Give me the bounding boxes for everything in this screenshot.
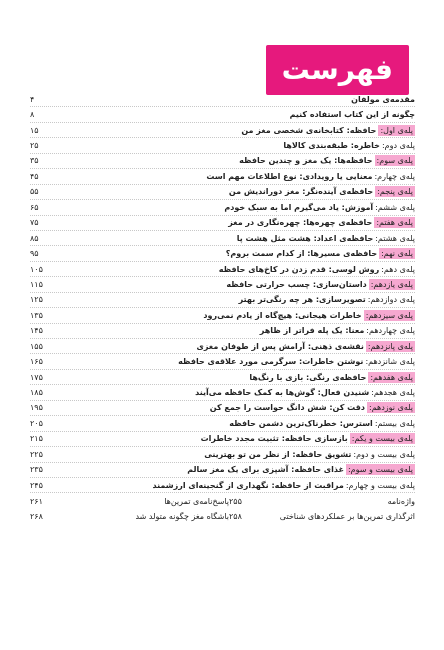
toc-row[interactable] bbox=[30, 509, 415, 524]
toc-entry bbox=[66, 264, 415, 275]
toc-entry bbox=[66, 155, 415, 166]
chapter-title: غذای حافظه: آشپزی برای یک مغز سالم bbox=[187, 465, 344, 475]
toc-entry bbox=[66, 372, 415, 383]
chapter-title: واژه‌نامه bbox=[387, 496, 415, 506]
toc-entry bbox=[66, 294, 415, 305]
page-number: ۸ bbox=[30, 110, 35, 120]
chapter-title: حافظه‌ی اعداد: هشت مثل هشت پا bbox=[236, 233, 374, 243]
toc-entry bbox=[66, 464, 415, 475]
page-number: ۲۶۸ bbox=[30, 512, 43, 522]
chapter-title: پاسخ‌نامه‌ی تمرین‌ها bbox=[164, 496, 229, 506]
toc-row[interactable] bbox=[30, 324, 415, 339]
toc-row[interactable] bbox=[30, 385, 415, 400]
toc-row[interactable] bbox=[30, 478, 415, 493]
toc-entry bbox=[66, 233, 415, 244]
toc-entry bbox=[66, 310, 415, 321]
chapter-title: خاطره: طبقه‌بندی کالاها bbox=[283, 141, 380, 151]
chapter-title: حافظه‌ی چهره‌ها: چهره‌نگاری در مغز bbox=[228, 218, 373, 228]
toc-row[interactable] bbox=[30, 401, 415, 416]
chapter-title: حافظه‌ها: یک مغز و چندین حافظه bbox=[239, 156, 373, 166]
chapter-tag: پله‌ی سیزدهم: bbox=[365, 310, 413, 320]
chapter-title: باشگاه مغز چگونه متولد شد bbox=[135, 512, 229, 522]
toc-row[interactable] bbox=[30, 277, 415, 292]
chapter-title: شنیدن فعال: گوش‌ها به کمک حافظه می‌آیند bbox=[195, 388, 370, 398]
toc-entry bbox=[66, 186, 415, 197]
toc-row[interactable] bbox=[30, 231, 415, 246]
page-number: ۱۳۵ bbox=[30, 310, 43, 320]
page-number: ۷۵ bbox=[30, 218, 39, 228]
chapter-title: معنایی یا رویدادی: نوع اطلاعات مهم است bbox=[206, 171, 373, 181]
chapter-title: معنا: یک پله فراتر از ظاهر bbox=[259, 326, 365, 336]
chapter-title: بازسازی حافظه: تثبیت مجدد خاطرات bbox=[200, 434, 348, 444]
chapter-title: آموزش: یاد می‌گیرم اما به سبک خودم bbox=[224, 202, 374, 212]
toc-entry bbox=[66, 402, 415, 413]
chapter-title: حافظه‌ی مسیرها: از کدام سمت بروم؟ bbox=[225, 249, 378, 259]
chapter-title: مقدمه‌ی مولفان bbox=[351, 94, 415, 104]
toc-row[interactable] bbox=[30, 293, 415, 308]
toc-entry bbox=[66, 341, 415, 352]
toc-entry bbox=[66, 480, 415, 491]
page-number: ۱۴۵ bbox=[30, 326, 43, 336]
toc-entry bbox=[66, 140, 415, 151]
page-number: ۵۵ bbox=[30, 187, 39, 197]
chapter-tag: پله‌ی سوم: bbox=[376, 156, 413, 166]
chapter-title: چگونه از این کتاب استفاده کنیم bbox=[289, 110, 415, 120]
toc-entry bbox=[66, 356, 415, 367]
chapter-tag: پله‌ی هفدهم: bbox=[370, 372, 413, 382]
page-number: ۲۶۱ bbox=[30, 496, 43, 506]
toc-entry bbox=[66, 95, 415, 104]
chapter-tag: پله‌ی پنجم: bbox=[377, 187, 413, 197]
chapter-title: حافظه‌ی رنگی: بازی با رنگ‌ها bbox=[249, 372, 367, 382]
page-number: ۱۶۵ bbox=[30, 357, 43, 367]
chapter-tag: پله‌ی بیست و یکم: bbox=[351, 434, 413, 444]
toc-entry bbox=[66, 110, 415, 119]
toc-row[interactable] bbox=[30, 463, 415, 478]
toc-row[interactable] bbox=[30, 246, 415, 261]
page-number: ۱۹۵ bbox=[30, 403, 43, 413]
chapter-title: روش لوسی: قدم زدن در کاخ‌های حافظه bbox=[218, 264, 380, 274]
page-number: ۸۵ bbox=[30, 233, 39, 243]
page-number: ۱۱۵ bbox=[30, 279, 43, 289]
toc-entry bbox=[66, 171, 415, 182]
chapter-tag: پله‌ی اول: bbox=[380, 125, 413, 135]
toc-row[interactable] bbox=[30, 354, 415, 369]
chapter-tag: پله‌ی دوازدهم: bbox=[367, 295, 415, 305]
chapter-title: داستان‌سازی: چسب حرارتی حافظه bbox=[226, 279, 367, 289]
chapter-tag: پله‌ی نهم: bbox=[381, 249, 413, 259]
toc-entry bbox=[66, 325, 415, 336]
chapter-tag: پله‌ی بیستم: bbox=[374, 418, 415, 428]
toc-entry bbox=[66, 433, 415, 444]
toc-row[interactable] bbox=[30, 185, 415, 200]
page-number: ۹۵ bbox=[30, 249, 39, 259]
page-number: ۲۰۵ bbox=[30, 418, 43, 428]
chapter-tag: پله‌ی نوزدهم: bbox=[369, 403, 413, 413]
chapter-tag: پله‌ی بیست و دوم: bbox=[353, 449, 415, 459]
chapter-title: خاطرات هیجانی: هیچ‌گاه از یادم نمی‌رود bbox=[203, 310, 362, 320]
page-number: ۲۵۵ bbox=[229, 496, 242, 506]
toc-entry bbox=[66, 449, 415, 460]
chapter-title: حافظه: کتابخانه‌ی شخصی مغز من bbox=[241, 125, 377, 135]
page-number: ۱۸۵ bbox=[30, 388, 43, 398]
chapter-tag: پله‌ی دوم: bbox=[381, 141, 415, 151]
toc-row[interactable] bbox=[30, 92, 415, 107]
chapter-title: استرس: خطرناک‌ترین دشمن حافظه bbox=[229, 418, 373, 428]
chapter-title: دقت کن: شش دانگ حواست را جمع کن bbox=[209, 403, 365, 413]
toc-row[interactable] bbox=[30, 123, 415, 138]
chapter-title: مراقبت از حافظه: نگهداری از گنجینه‌ای ارزشمند bbox=[152, 480, 344, 490]
page-number: ۱۵ bbox=[30, 125, 39, 135]
chapter-tag: پله‌ی هجدهم: bbox=[371, 388, 415, 398]
chapter-tag: پله‌ی بیست و چهارم: bbox=[345, 480, 415, 490]
page-number: ۱۰۵ bbox=[30, 264, 43, 274]
toc-row[interactable] bbox=[30, 432, 415, 447]
chapter-tag: پله‌ی شانزدهم: bbox=[365, 357, 415, 367]
chapter-tag: پله‌ی هشتم: bbox=[375, 233, 415, 243]
toc-row[interactable] bbox=[30, 138, 415, 153]
chapter-tag: پله‌ی دهم: bbox=[381, 264, 415, 274]
chapter-tag: پله‌ی چهارم: bbox=[374, 171, 415, 181]
page-number: ۲۳۵ bbox=[30, 465, 43, 475]
page-number: ۳۵ bbox=[30, 156, 39, 166]
toc-row[interactable] bbox=[30, 493, 415, 508]
chapter-tag: پله‌ی بیست و سوم: bbox=[347, 465, 413, 475]
page-number: ۴۵ bbox=[30, 171, 39, 181]
chapter-title: تشویق حافظه: از نظر من تو بهترینی bbox=[204, 449, 352, 459]
page-number: ۱۲۵ bbox=[30, 295, 43, 305]
page-number: ۲۵۸ bbox=[229, 512, 242, 522]
toc-row[interactable] bbox=[30, 200, 415, 215]
table-of-contents bbox=[30, 92, 415, 524]
toc-row[interactable] bbox=[30, 447, 415, 462]
toc-entry bbox=[66, 125, 415, 136]
toc-row[interactable] bbox=[30, 416, 415, 431]
toc-entry bbox=[66, 418, 415, 429]
toc-row[interactable] bbox=[30, 339, 415, 354]
page-number: ۲۲۵ bbox=[30, 449, 43, 459]
toc-entry bbox=[66, 202, 415, 213]
toc-row[interactable] bbox=[30, 216, 415, 231]
page-number: ۲۱۵ bbox=[30, 434, 43, 444]
chapter-tag: پله‌ی یازدهم: bbox=[370, 279, 413, 289]
toc-entry bbox=[66, 387, 415, 398]
page-number: ۲۵ bbox=[30, 141, 39, 151]
chapter-title: اثرگذاری تمرین‌ها بر عملکردهای شناختی bbox=[279, 512, 415, 522]
chapter-tag: پله‌ی هفتم: bbox=[376, 218, 413, 228]
toc-row[interactable] bbox=[30, 169, 415, 184]
chapter-tag: پله‌ی پانزدهم: bbox=[367, 341, 413, 351]
toc-entry bbox=[66, 248, 415, 259]
page-number: ۴ bbox=[30, 94, 35, 104]
toc-entry bbox=[66, 279, 415, 290]
toc-row[interactable] bbox=[30, 308, 415, 323]
page-number: ۶۵ bbox=[30, 202, 39, 212]
page-title: فهرست bbox=[266, 45, 409, 95]
toc-entry bbox=[66, 217, 415, 228]
chapter-title: نوشتن خاطرات: سرگرمی مورد علاقه‌ی حافظه bbox=[178, 357, 364, 367]
chapter-title: حافظه‌ی آینده‌نگر: مغز دوراندیش من bbox=[228, 187, 374, 197]
toc-row[interactable] bbox=[30, 107, 415, 122]
toc-row[interactable] bbox=[30, 154, 415, 169]
page-number: ۱۷۵ bbox=[30, 372, 43, 382]
chapter-tag: پله‌ی چهاردهم: bbox=[366, 326, 415, 336]
chapter-tag: پله‌ی ششم: bbox=[375, 202, 415, 212]
toc-row[interactable] bbox=[30, 370, 415, 385]
chapter-title: تصویرسازی: هر چه رنگی‌تر بهتر bbox=[238, 295, 366, 305]
page-number: ۲۴۵ bbox=[30, 480, 43, 490]
chapter-title: نقشه‌ی ذهنی: آرامش پس از طوفان مغزی bbox=[196, 341, 364, 351]
toc-row[interactable] bbox=[30, 262, 415, 277]
page-number: ۱۵۵ bbox=[30, 341, 43, 351]
